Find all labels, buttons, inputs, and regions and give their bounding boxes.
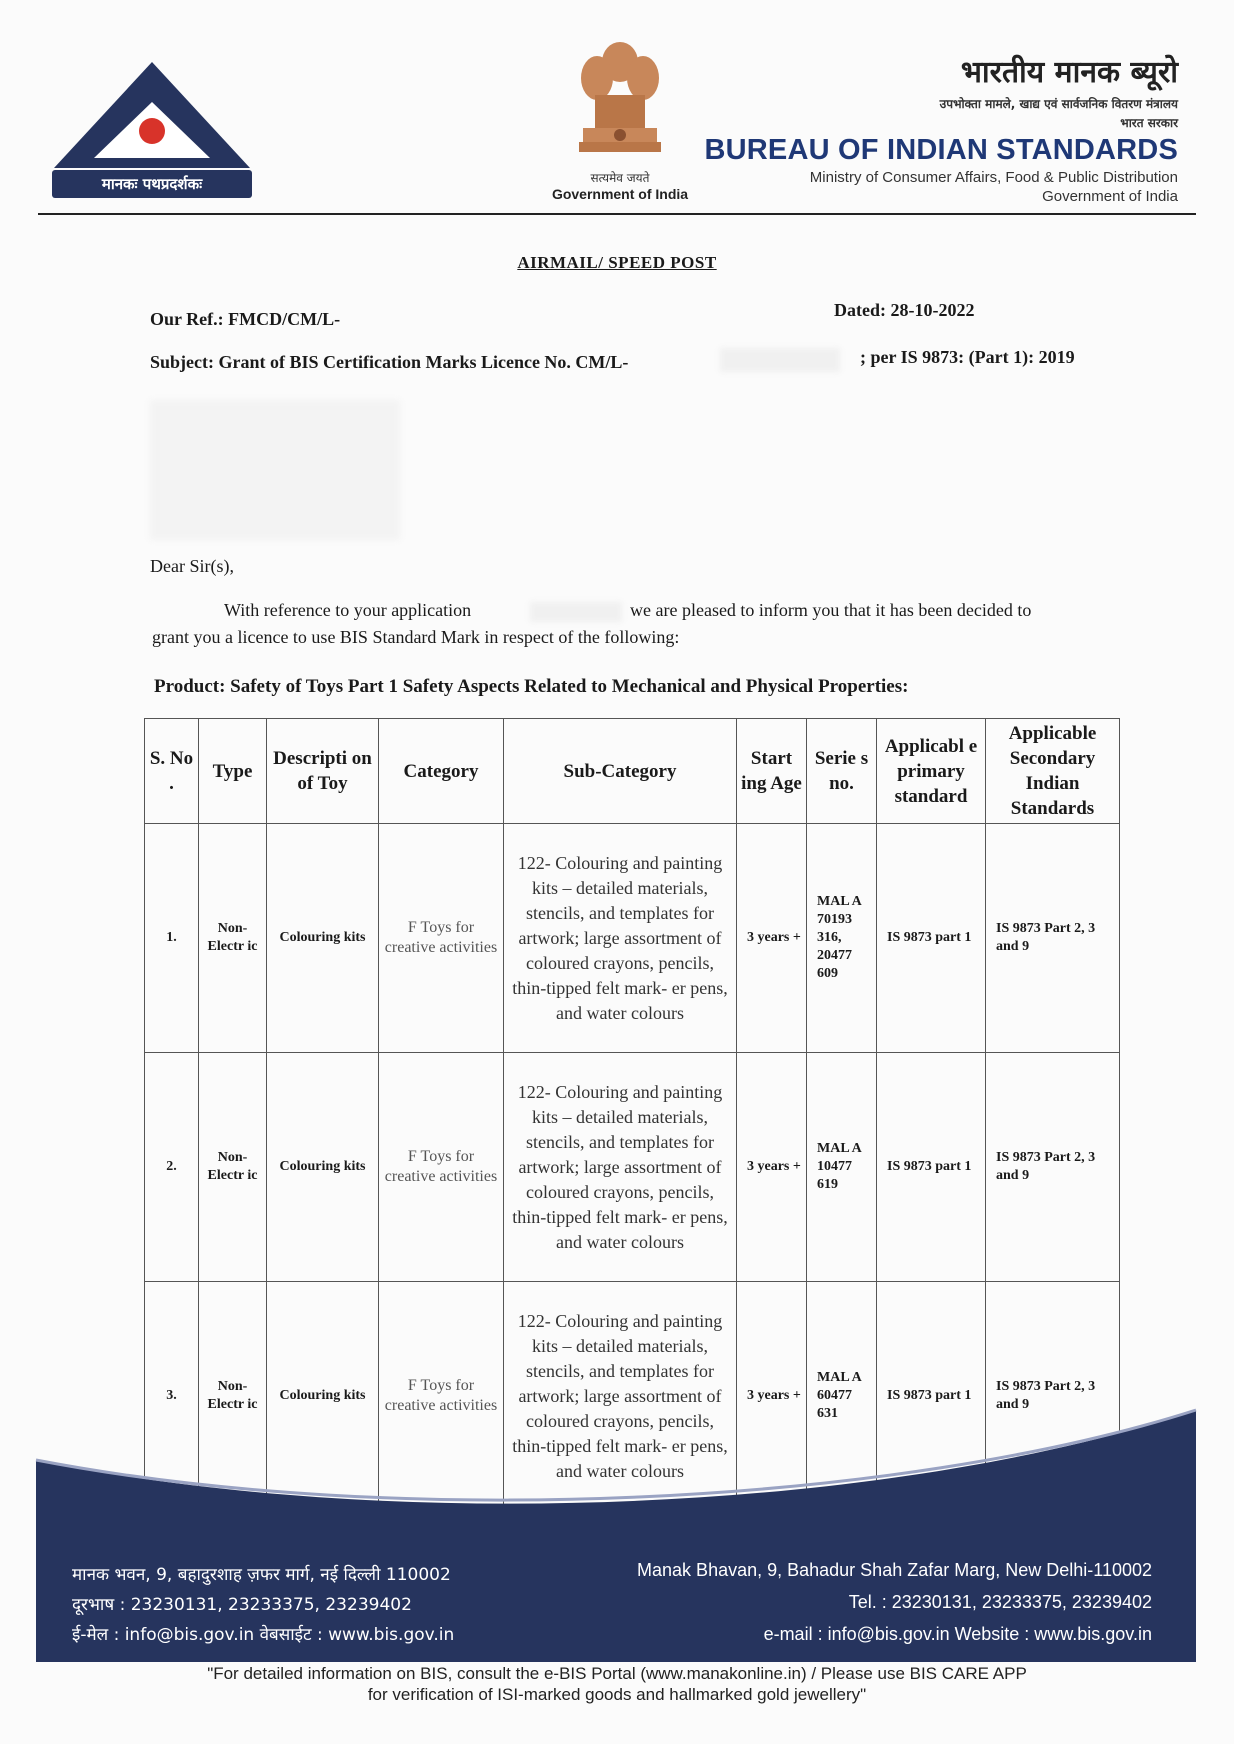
cell-series: MAL A 10477 619 bbox=[807, 1053, 877, 1282]
cell-sno: 1. bbox=[145, 824, 199, 1053]
cell-primary: IS 9873 part 1 bbox=[877, 1282, 986, 1511]
cell-category: F Toys for creative activities bbox=[379, 824, 504, 1053]
logo-text: मानकः पथप्रदर्शकः bbox=[101, 175, 203, 193]
footer-english-address: Manak Bhavan, 9, Bahadur Shah Zafar Marg, New Delhi-110002 bbox=[637, 1560, 1152, 1580]
header-sub-category: Sub-Category bbox=[504, 719, 737, 824]
header-series-no: Serie s no. bbox=[807, 719, 877, 824]
header-type: Type bbox=[199, 719, 267, 824]
hindi-ministry: उपभोक्ता मामले, खाद्य एवं सार्वजनिक वितरण मंत्रालय bbox=[939, 97, 1178, 111]
footer-hindi-links: ई-मेल : info@bis.gov.in वेबसाईट : www.bis.gov.in bbox=[72, 1625, 455, 1645]
cell-sub-category: 122- Colouring and painting kits – detailed materials, stencils, and templates for artwork; large assortment of coloured crayons, pencils, thin-tipped felt mark- er pens, and water colours bbox=[504, 824, 737, 1053]
footer-hindi-address: मानक भवन, 9, बहादुरशाह ज़फर मार्ग, नई दिल्ली 110002 bbox=[72, 1565, 451, 1585]
header-org-block bbox=[658, 50, 1178, 205]
header-divider bbox=[38, 213, 1196, 215]
header-description: Descripti on of Toy bbox=[267, 719, 379, 824]
cell-secondary: IS 9873 Part 2, 3 and 9 bbox=[986, 1053, 1120, 1282]
paragraph-start: With reference to your application bbox=[224, 600, 472, 620]
table-row bbox=[145, 1053, 1120, 1282]
licence-product-table bbox=[144, 718, 1120, 1511]
cell-secondary: IS 9873 Part 2, 3 and 9 bbox=[986, 824, 1120, 1053]
cell-description: Colouring kits bbox=[267, 1053, 379, 1282]
table-row bbox=[145, 824, 1120, 1053]
footer-english-contact bbox=[637, 1554, 1152, 1650]
redacted-application-number bbox=[530, 602, 622, 622]
cell-sno: 2. bbox=[145, 1053, 199, 1282]
footer-hindi-contact bbox=[72, 1560, 454, 1650]
redacted-address-block bbox=[150, 400, 400, 540]
header-sno: S. No . bbox=[145, 719, 199, 824]
subject-standard: ; per IS 9873: (Part 1): 2019 bbox=[860, 347, 1075, 367]
footer-note bbox=[0, 1663, 1234, 1705]
hindi-government: भारत सरकार bbox=[1120, 116, 1178, 130]
cell-type: Non- Electr ic bbox=[199, 824, 267, 1053]
cell-description: Colouring kits bbox=[267, 1282, 379, 1511]
cell-primary: IS 9873 part 1 bbox=[877, 824, 986, 1053]
redacted-licence-number bbox=[720, 348, 840, 372]
cell-sno: 3. bbox=[145, 1282, 199, 1511]
cell-description: Colouring kits bbox=[267, 824, 379, 1053]
header-starting-age: Start ing Age bbox=[737, 719, 807, 824]
cell-type: Non- Electr ic bbox=[199, 1282, 267, 1511]
product-title: Product: Safety of Toys Part 1 Safety Aspects Related to Mechanical and Physical Properties: bbox=[154, 676, 909, 697]
salutation: Dear Sir(s), bbox=[150, 556, 234, 576]
header-primary-standard: Applicabl e primary standard bbox=[877, 719, 986, 824]
footer-note-line2: for verification of ISI-marked goods and hallmarked gold jewellery" bbox=[367, 1685, 867, 1704]
hindi-org-title: भारतीय मानक ब्यूरो bbox=[960, 55, 1178, 90]
footer-hindi-phone: दूरभाष : 23230131, 23233375, 23239402 bbox=[72, 1595, 412, 1615]
cell-age: 3 years + bbox=[737, 1053, 807, 1282]
cell-age: 3 years + bbox=[737, 824, 807, 1053]
header-category: Category bbox=[379, 719, 504, 824]
cell-primary: IS 9873 part 1 bbox=[877, 1053, 986, 1282]
emblem-motto: सत्यमेव जयते bbox=[590, 171, 650, 185]
emblem-caption: Government of India bbox=[551, 186, 689, 202]
subject-line: Subject: Grant of BIS Certification Marks Licence No. CM/L- bbox=[150, 352, 629, 372]
cell-age: 3 years + bbox=[737, 1282, 807, 1511]
cell-secondary: IS 9873 Part 2, 3 and 9 bbox=[986, 1282, 1120, 1511]
cell-series: MAL A 70193 316, 20477 609 bbox=[807, 824, 877, 1053]
english-government: Government of India bbox=[1042, 188, 1178, 205]
bis-logo bbox=[52, 60, 252, 210]
cell-type: Non- Electr ic bbox=[199, 1053, 267, 1282]
footer-english-links: e-mail : info@bis.gov.in Website : www.bis.gov.in bbox=[763, 1624, 1152, 1644]
letter-date: Dated: 28-10-2022 bbox=[834, 300, 975, 320]
cell-sub-category: 122- Colouring and painting kits – detailed materials, stencils, and templates for artwork; large assortment of coloured crayons, pencils, thin-tipped felt mark- er pens, and water colours bbox=[504, 1282, 737, 1511]
cell-category: F Toys for creative activities bbox=[379, 1282, 504, 1511]
paragraph-middle: we are pleased to inform you that it has been decided to bbox=[630, 600, 1032, 620]
cell-category: F Toys for creative activities bbox=[379, 1053, 504, 1282]
cell-sub-category: 122- Colouring and painting kits – detailed materials, stencils, and templates for artwork; large assortment of coloured crayons, pencils, thin-tipped felt mark- er pens, and water colours bbox=[504, 1053, 737, 1282]
reference-number: Our Ref.: FMCD/CM/L- bbox=[150, 309, 341, 329]
mail-type: AIRMAIL/ SPEED POST bbox=[517, 253, 717, 272]
english-org-title: BUREAU OF INDIAN STANDARDS bbox=[704, 134, 1178, 166]
header-secondary-standards: Applicable Secondary Indian Standards bbox=[986, 719, 1120, 824]
footer-note-line1: "For detailed information on BIS, consult the e-BIS Portal (www.manakonline.in) / Please use BIS CARE APP bbox=[207, 1664, 1027, 1683]
table-header-row bbox=[145, 719, 1120, 824]
paragraph-end: grant you a licence to use BIS Standard Mark in respect of the following: bbox=[152, 627, 680, 647]
footer-english-phone: Tel. : 23230131, 23233375, 23239402 bbox=[848, 1592, 1152, 1612]
cell-series: MAL A 60477 631 bbox=[807, 1282, 877, 1511]
english-ministry: Ministry of Consumer Affairs, Food & Public Distribution bbox=[809, 169, 1178, 186]
